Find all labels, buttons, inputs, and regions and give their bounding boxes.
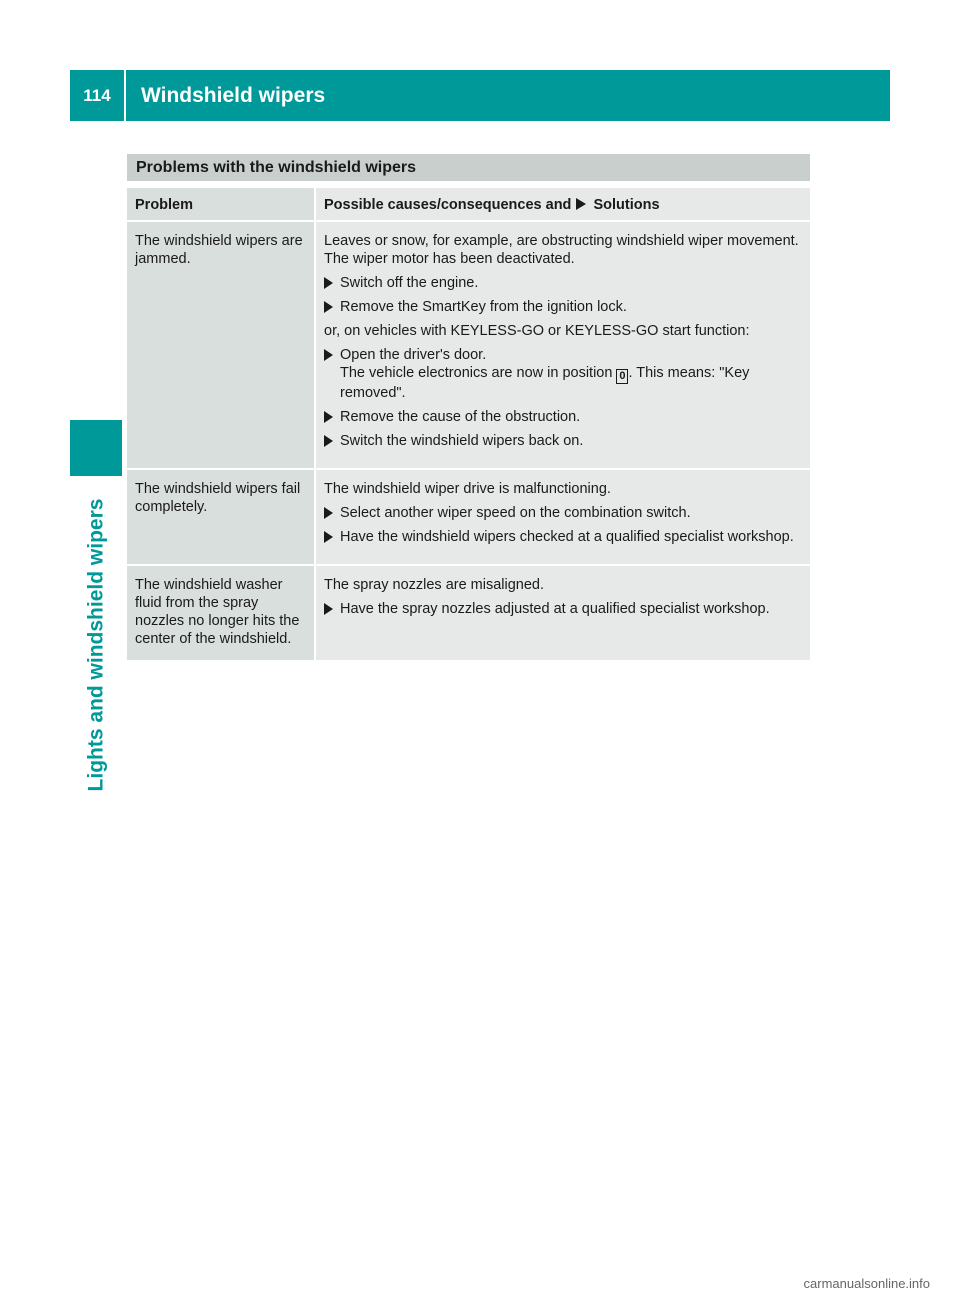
step-line: Open the driver's door. [340,347,487,363]
step-text [340,346,804,402]
solution-step [324,504,804,522]
action-arrow-icon [324,298,340,316]
table-row [127,222,810,470]
solution-step [324,274,804,292]
solution-step [324,600,804,618]
side-tab-label: Lights and windshield wipers [84,498,107,792]
solution-step [324,408,804,426]
solution-step [324,298,804,316]
problem-cell: The windshield washer fluid from the spray nozzles no longer hits the center of the windshield. [127,566,314,660]
cause-text: The spray nozzles are misaligned. [324,577,545,593]
page-title: Windshield wipers [141,83,326,107]
footer-watermark: carmanualsonline.info [803,1276,930,1291]
step-text: Select another wiper speed on the combination switch. [340,505,691,521]
action-arrow-icon [324,504,340,522]
step-text: Remove the SmartKey from the ignition lock. [340,299,627,315]
solution-step [324,346,804,402]
step-text: Have the windshield wipers checked at a qualified specialist workshop. [340,529,794,545]
problem-cell: The windshield wipers are jammed. [127,222,314,468]
table-row [127,470,810,566]
step-text: Switch the windshield wipers back on. [340,433,584,449]
problem-cell: The windshield wipers fail completely. [127,470,314,564]
solution-cell [316,470,810,564]
cause-text: The windshield wiper drive is malfunctioning. [324,481,611,497]
step-text: Have the spray nozzles adjusted at a qualified specialist workshop. [340,601,770,617]
side-tab-marker [70,420,122,476]
step-text: Remove the cause of the obstruction. [340,409,581,425]
column-header-solution [316,188,810,220]
column-header-solution-prefix: Possible causes/consequences and [324,197,572,213]
action-arrow-icon [324,274,340,292]
step-line-suffix: . This means: "Key removed". [340,365,750,401]
column-header-problem: Problem [127,188,314,220]
action-arrow-icon [576,198,586,210]
key-position-0-icon: 0 [616,369,628,384]
side-tab [70,480,122,810]
solution-cell [316,566,810,660]
step-line-prefix: The vehicle electronics are now in position [340,365,613,381]
column-header-solution-suffix: Solutions [593,197,660,213]
page-number: 114 [70,70,126,121]
action-arrow-icon [324,528,340,546]
action-arrow-icon [324,432,340,450]
section-title: Problems with the windshield wipers [127,154,810,181]
table-row [127,566,810,662]
solution-step [324,528,804,546]
solution-cell [316,222,810,468]
cause-text: Leaves or snow, for example, are obstructing windshield wiper movement. The wiper motor has been deactivated. [324,233,799,267]
alternative-text: or, on vehicles with KEYLESS-GO or KEYLESS-GO start function: [324,323,750,339]
action-arrow-icon [324,408,340,426]
solution-step [324,432,804,450]
table-header-row [127,188,810,222]
step-text: Switch off the engine. [340,275,479,291]
action-arrow-icon [324,600,340,618]
action-arrow-icon [324,346,340,402]
problems-table [127,188,810,662]
